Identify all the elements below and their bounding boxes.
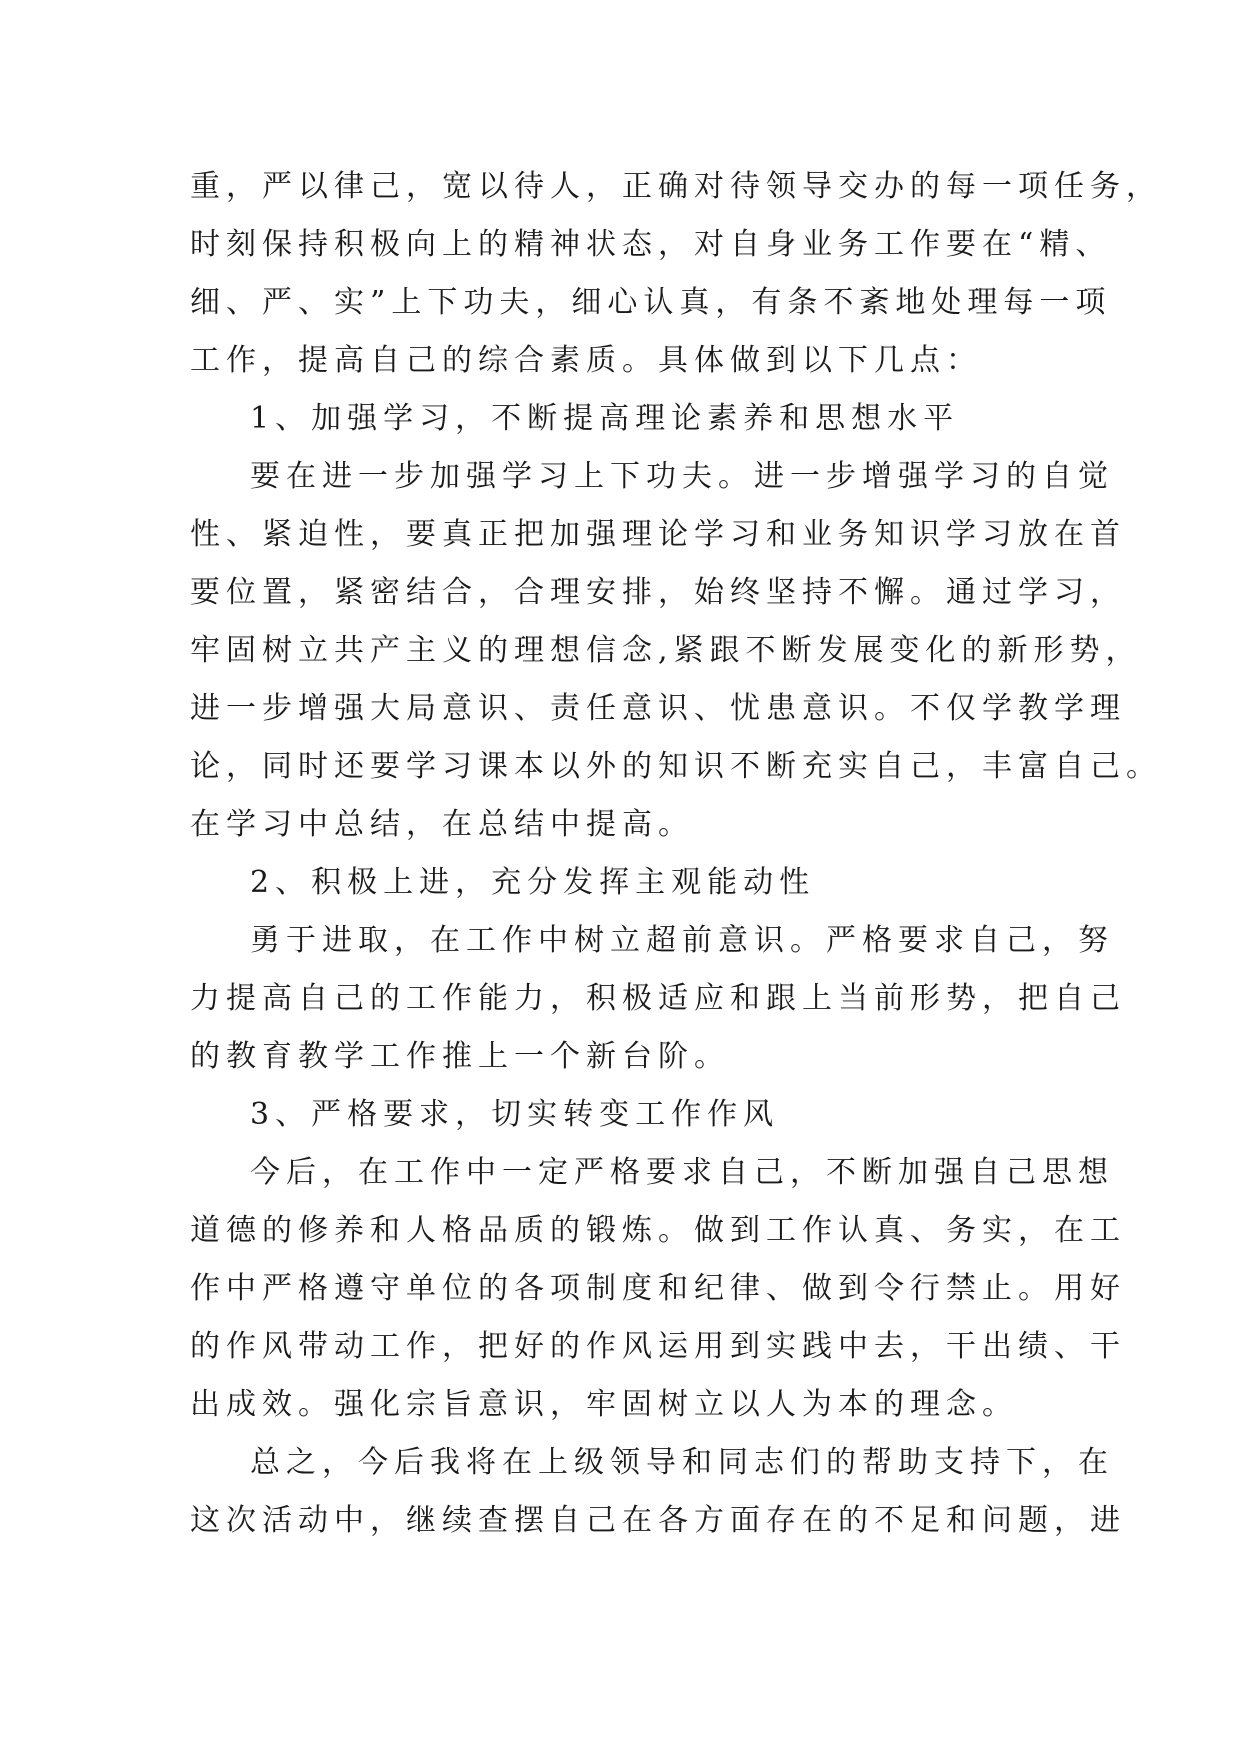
text-line: 工作，提高自己的综合素质。具体做到以下几点：	[190, 343, 982, 378]
section-heading: 2、积极上进，充分发挥主观能动性	[250, 865, 816, 900]
text-line: 论，同时还要学习课本以外的知识不断充实自己，丰富自己。	[190, 749, 1162, 784]
section-heading: 3、严格要求，切实转变工作作风	[250, 1097, 780, 1132]
text-line: 的作风带动工作，把好的作风运用到实践中去，干出绩、干	[190, 1329, 1126, 1364]
paragraph-start-line: 今后，在工作中一定严格要求自己，不断加强自己思想	[250, 1155, 1114, 1190]
text-line: 细、严、实”上下功夫，细心认真，有条不紊地处理每一项	[190, 285, 1112, 320]
document-body	[190, 158, 1162, 1550]
text-line: 性、紧迫性，要真正把加强理论学习和业务知识学习放在首	[190, 517, 1126, 552]
text-line: 重，严以律己，宽以待人，正确对待领导交办的每一项任务，	[190, 169, 1162, 204]
text-line: 时刻保持积极向上的精神状态，对自身业务工作要在“精、	[190, 227, 1112, 262]
paragraph-start-line: 总之，今后我将在上级领导和同志们的帮助支持下，在	[250, 1445, 1114, 1480]
text-line: 这次活动中，继续查摆自己在各方面存在的不足和问题，进	[190, 1503, 1126, 1538]
text-line: 要位置，紧密结合，合理安排，始终坚持不懈。通过学习，	[190, 575, 1126, 610]
text-line: 作中严格遵守单位的各项制度和纪律、做到令行禁止。用好	[190, 1271, 1126, 1306]
text-line: 牢固树立共产主义的理想信念,紧跟不断发展变化的新形势，	[190, 633, 1142, 668]
paragraph-start-line: 要在进一步加强学习上下功夫。进一步增强学习的自觉	[250, 459, 1114, 494]
text-line: 进一步增强大局意识、责任意识、忧患意识。不仅学教学理	[190, 691, 1126, 726]
text-line: 的教育教学工作推上一个新台阶。	[190, 1039, 730, 1074]
text-line: 在学习中总结，在总结中提高。	[190, 807, 694, 842]
section-heading: 1、加强学习，不断提高理论素养和思想水平	[250, 401, 960, 436]
text-line: 出成效。强化宗旨意识，牢固树立以人为本的理念。	[190, 1387, 1018, 1422]
paragraph-start-line: 勇于进取，在工作中树立超前意识。严格要求自己，努	[250, 923, 1114, 958]
text-line: 道德的修养和人格品质的锻炼。做到工作认真、务实，在工	[190, 1213, 1126, 1248]
text-line: 力提高自己的工作能力，积极适应和跟上当前形势，把自己	[190, 981, 1126, 1016]
